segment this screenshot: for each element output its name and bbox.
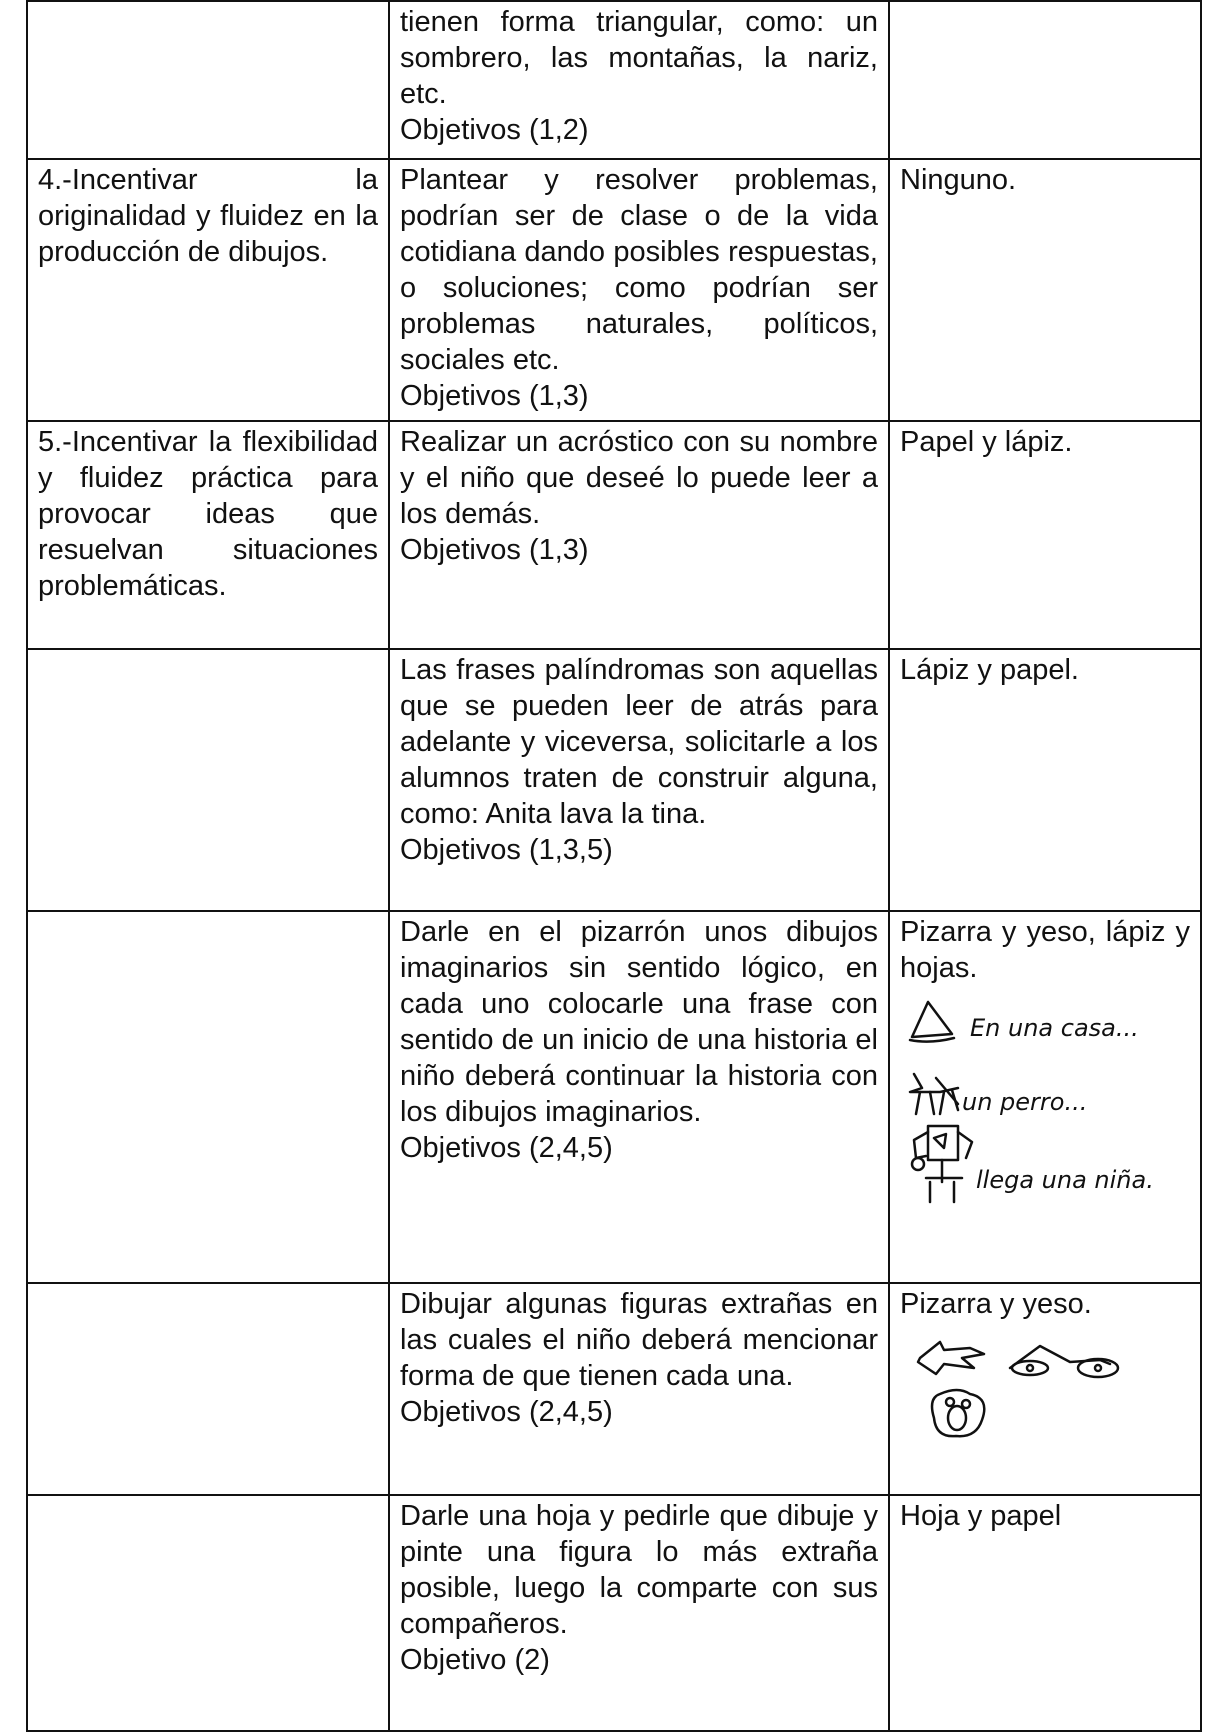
girl-sketch: [912, 1126, 972, 1202]
activity-cell: [389, 421, 889, 649]
activity-cell: [389, 649, 889, 911]
materials-cell: [889, 421, 1201, 649]
face-eye: [962, 1400, 970, 1408]
activity-cell: [389, 1, 889, 159]
sketch-note-1: En una casa...: [970, 1014, 1139, 1042]
materials-cell: [889, 649, 1201, 911]
materials-text: Papel y lápiz.: [900, 426, 1073, 458]
activity-text: Plantear y resolver problemas, podrían ser de clase o de la vida cotidiana dando posibles respuestas, o soluciones; como podrían ser problemas naturales, políticos, sociales etc.: [400, 164, 878, 376]
sketch-note-3: llega una niña.: [976, 1166, 1154, 1194]
wheel-hub: [1095, 1365, 1101, 1371]
objectives-text: Objetivo (2): [400, 1644, 550, 1676]
activity-cell: [389, 1283, 889, 1495]
table-row: [27, 421, 1201, 649]
wheel-hub: [1027, 1365, 1033, 1371]
goal-cell: [27, 911, 389, 1283]
materials-cell: [889, 1, 1201, 159]
materials-text: Hoja y papel: [900, 1500, 1062, 1532]
objectives-text: Objetivos (2,4,5): [400, 1396, 613, 1428]
objectives-text: Objetivos (2,4,5): [400, 1132, 613, 1164]
table-row: [27, 159, 1201, 421]
goal-text: 4.-Incentivar la originalidad y fluidez en la producción de dibujos.: [38, 164, 378, 268]
materials-text: Lápiz y papel.: [900, 654, 1079, 686]
activity-text: Dibujar algunas figuras extrañas en las cuales el niño deberá mencionar forma de que tienen cada una.: [400, 1288, 878, 1392]
sketch-note-2: un perro...: [962, 1088, 1088, 1116]
activity-cell: [389, 159, 889, 421]
goal-cell: [27, 1283, 389, 1495]
activity-text: Darle en el pizarrón unos dibujos imaginarios sin sentido lógico, en cada uno colocarle una frase con sentido de un inicio de una historia el niño deberá continuar la historia con los dibujos imaginarios.: [400, 916, 878, 1128]
goal-text: 5.-Incentivar la flexibilidad y fluidez práctica para provocar ideas que resuelvan situaciones problemáticas.: [38, 426, 378, 602]
materials-cell: [889, 1495, 1201, 1731]
activity-cell: [389, 911, 889, 1283]
activity-cell: [389, 1495, 889, 1731]
face-eye: [946, 1398, 954, 1406]
activity-text: tienen forma triangular, como: un sombrero, las montañas, la nariz, etc.: [400, 6, 878, 110]
goal-cell: [27, 421, 389, 649]
activity-text: Las frases palíndromas son aquellas que se pueden leer de atrás para adelante y viceversa, solicitarle a los alumnos traten de construir alguna, como: Anita lava la tina.: [400, 654, 878, 830]
materials-text: Ninguno.: [900, 164, 1017, 196]
dog-sketch: [910, 1074, 958, 1114]
objectives-text: Objetivos (1,2): [400, 114, 589, 146]
activity-text: Realizar un acróstico con su nombre y el niño que deseé lo puede leer a los demás.: [400, 426, 878, 530]
goal-cell: [27, 649, 389, 911]
materials-cell: [889, 1283, 1201, 1495]
wheel-shape: [1012, 1361, 1048, 1375]
materials-text: Pizarra y yeso.: [900, 1288, 1092, 1320]
activity-text: Darle una hoja y pedirle que dibuje y pinte una figura lo más extraña posible, luego la comparte con sus compañeros.: [400, 1500, 878, 1640]
objectives-text: Objetivos (1,3,5): [400, 834, 613, 866]
strange-figures-sketch: [900, 1328, 1190, 1448]
house-sketch: [910, 1002, 954, 1042]
goal-cell: [27, 1495, 389, 1731]
objectives-text: Objetivos (1,3): [400, 380, 589, 412]
wheel-shape: [1078, 1359, 1118, 1377]
goal-cell: [27, 159, 389, 421]
materials-text: Pizarra y yeso, lápiz y hojas.: [900, 916, 1190, 984]
handwritten-sketches: [900, 992, 1190, 1212]
arrow-figure: [918, 1342, 984, 1374]
face-mouth: [948, 1406, 966, 1430]
table-row: [27, 911, 1201, 1283]
table-row: [27, 649, 1201, 911]
activities-table: [26, 0, 1202, 1732]
strange-figures: [900, 1328, 1190, 1448]
table-row: [27, 1, 1201, 159]
table-row: [27, 1495, 1201, 1731]
story-sketches: [900, 992, 1190, 1212]
table-row: [27, 1283, 1201, 1495]
vehicle-figure: [1010, 1346, 1110, 1368]
materials-cell: [889, 911, 1201, 1283]
objectives-text: Objetivos (1,3): [400, 534, 589, 566]
materials-cell: [889, 159, 1201, 421]
goal-cell: [27, 1, 389, 159]
